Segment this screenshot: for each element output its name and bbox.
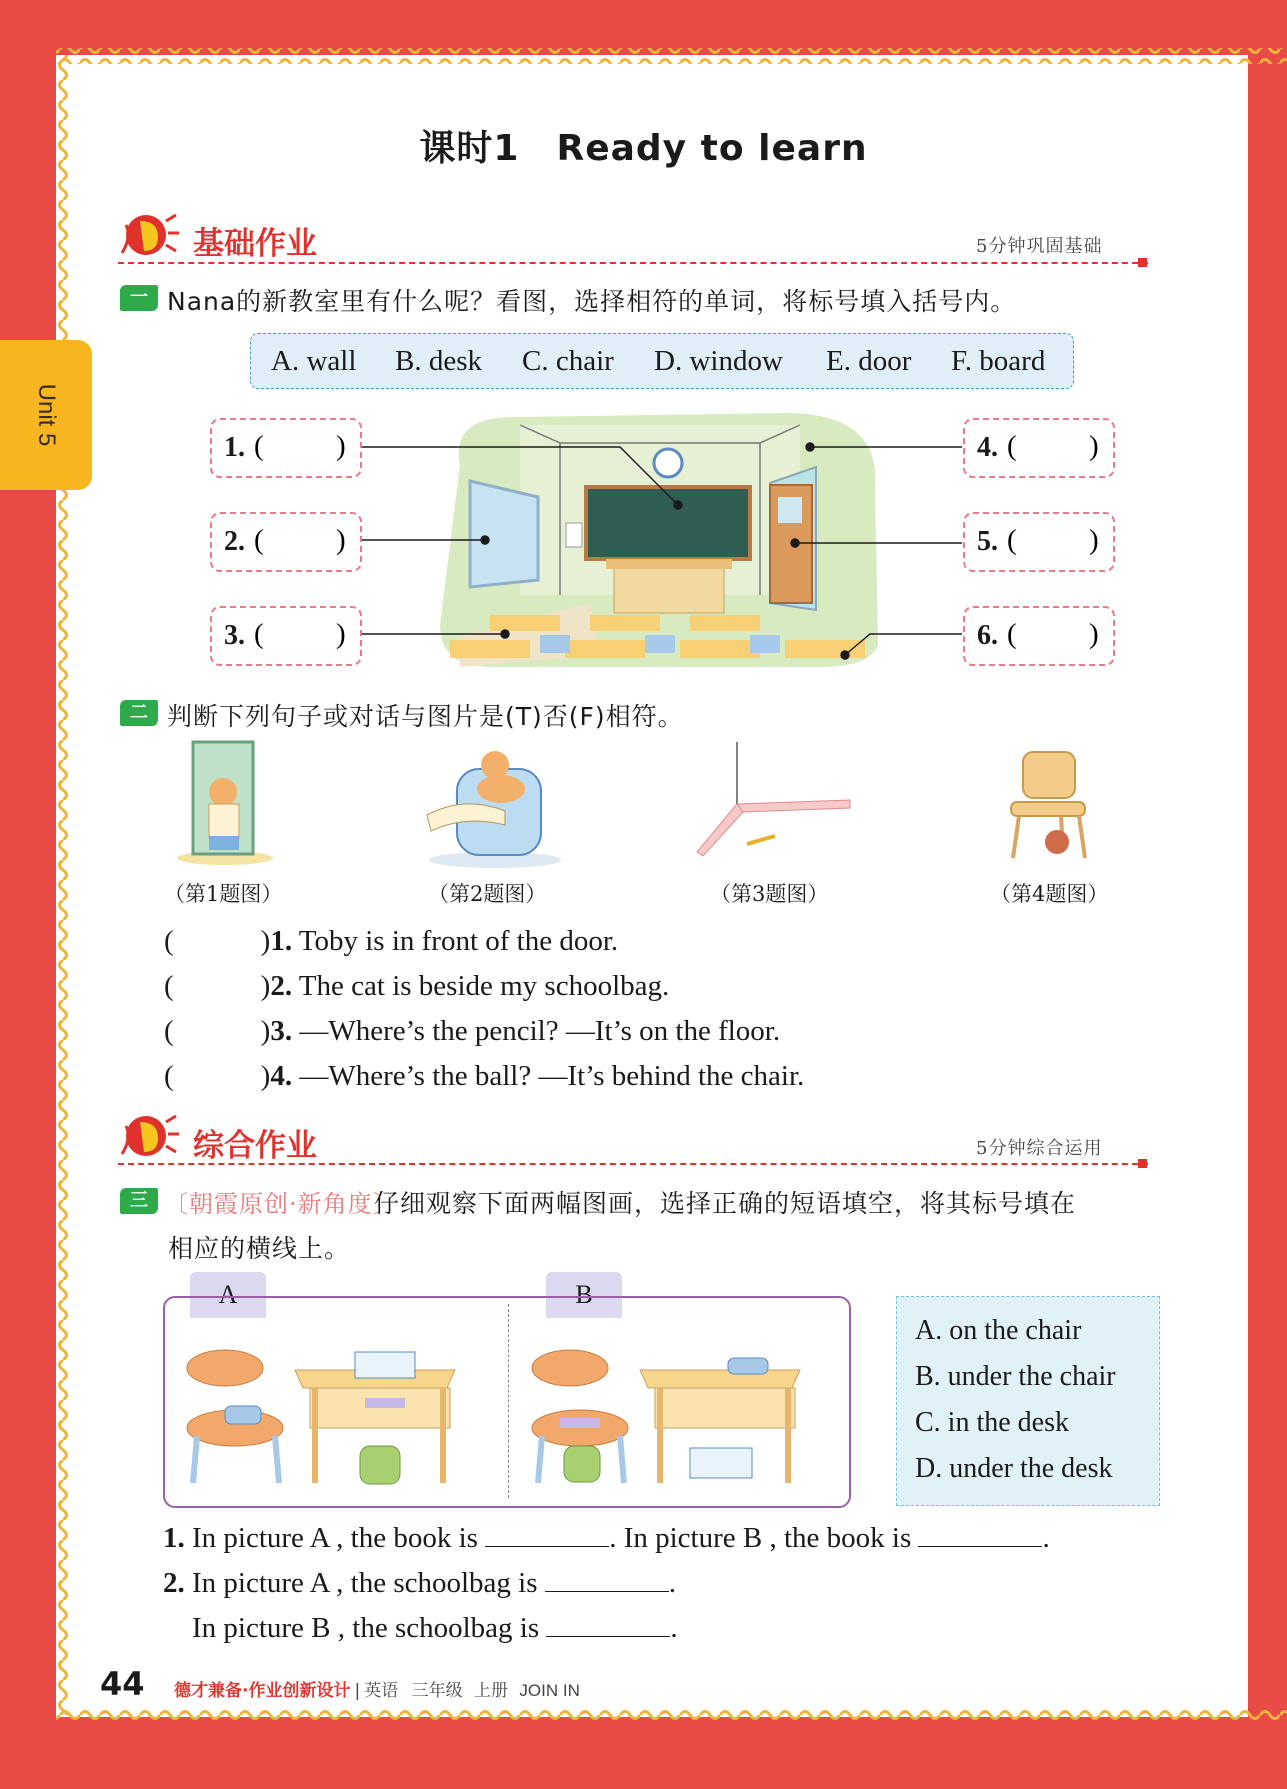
tf-answer-slot[interactable]: ( ) [164, 1015, 271, 1047]
figure-caption-4: （第4题图） [990, 882, 1109, 906]
answer-box-5[interactable]: 5. ( ) [963, 512, 1115, 572]
phrase-option: D. under the desk [915, 1453, 1113, 1484]
word-option: E. door [826, 345, 912, 377]
phrase-option: C. in the desk [915, 1407, 1069, 1438]
section-basic-subtitle: 5分钟巩固基础 [976, 236, 1103, 257]
figure-caption-1: （第1题图） [164, 882, 283, 906]
word-option: C. chair [522, 345, 614, 377]
section-comp-subtitle: 5分钟综合运用 [976, 1138, 1103, 1159]
chair-ball-illustration [1005, 748, 1095, 863]
phrase-options [896, 1296, 1160, 1506]
bulb-icon [118, 1108, 180, 1160]
tf-answer-slot[interactable]: ( ) [164, 925, 271, 957]
leader-lines [0, 0, 1287, 700]
toby-door-illustration [175, 740, 275, 865]
fill-line-1: 1. In picture A , the book is . In picture B , the book is . [163, 1522, 1050, 1554]
floor-pencil-illustration [695, 742, 855, 862]
section-comp-title: 综合作业 [193, 1128, 317, 1164]
q3-instruction-line2: 相应的横线上。 [168, 1234, 351, 1263]
tf-item-4: ( )4. —Where’s the ball? —It’s behind the chair. [164, 1060, 805, 1092]
phrase-option: A. on the chair [915, 1315, 1082, 1346]
fill-line-3: In picture B , the schoolbag is . [192, 1612, 678, 1644]
fill-line-2: 2. In picture A , the schoolbag is . [163, 1567, 677, 1599]
q3-tag: 〔朝霞原创·新角度〕 [164, 1190, 398, 1218]
picture-b-illustration [530, 1318, 830, 1488]
footer-text: 德才兼备·作业创新设计 | 英语 三年级 上册 JOIN IN [174, 1681, 580, 1701]
tf-item-3: ( )3. —Where’s the pencil? —It’s on the floor. [164, 1015, 781, 1047]
answer-box-6[interactable]: 6. ( ) [963, 606, 1115, 666]
answer-blank[interactable] [918, 1522, 1042, 1547]
tf-item-1: ( )1. Toby is in front of the door. [164, 925, 619, 957]
figure-caption-2: （第2题图） [428, 882, 547, 906]
answer-blank[interactable] [545, 1567, 669, 1592]
tf-item-2: ( )2. The cat is beside my schoolbag. [164, 970, 670, 1002]
word-option: D. window [654, 345, 783, 377]
answer-blank[interactable] [546, 1612, 670, 1637]
picture-label-a: A [190, 1272, 266, 1318]
unit-tab: Unit 5 [0, 340, 92, 490]
section-basic-title: 基础作业 [193, 226, 317, 262]
picture-label-b: B [546, 1272, 622, 1318]
figure-caption-3: （第3题图） [710, 882, 829, 906]
question-badge-1: 一 [120, 285, 158, 311]
q2-instruction: 判断下列句子或对话与图片是(T)否(F)相符。 [167, 702, 684, 731]
pictures-frame [163, 1296, 851, 1508]
q3-instruction-line1: 仔细观察下面两幅图画，选择正确的短语填空，将其标号填在 [374, 1189, 1077, 1218]
answer-box-3[interactable]: 3. ( ) [210, 606, 362, 666]
divider-end-square [1138, 1159, 1147, 1168]
tf-answer-slot[interactable]: ( ) [164, 1060, 271, 1092]
word-option: A. wall [271, 345, 357, 377]
answer-box-2[interactable]: 2. ( ) [210, 512, 362, 572]
section-comp-divider [118, 1163, 1148, 1165]
picture-divider [508, 1304, 509, 1498]
page-number: 44 [100, 1665, 145, 1703]
question-badge-3: 三 [120, 1188, 158, 1214]
page-title: 课时1 Ready to learn [419, 128, 868, 169]
word-option: F. board [951, 345, 1046, 377]
phrase-option: B. under the chair [915, 1361, 1116, 1392]
answer-box-1[interactable]: 1. ( ) [210, 418, 362, 478]
q1-instruction: Nana的新教室里有什么呢？看图，选择相符的单词，将标号填入括号内。 [167, 287, 1017, 316]
picture-a-illustration [185, 1318, 485, 1488]
cat-schoolbag-illustration [425, 745, 565, 870]
answer-blank[interactable] [485, 1522, 609, 1547]
answer-box-4[interactable]: 4. ( ) [963, 418, 1115, 478]
question-badge-2: 二 [120, 700, 158, 726]
tf-answer-slot[interactable]: ( ) [164, 970, 271, 1002]
word-option: B. desk [395, 345, 482, 377]
